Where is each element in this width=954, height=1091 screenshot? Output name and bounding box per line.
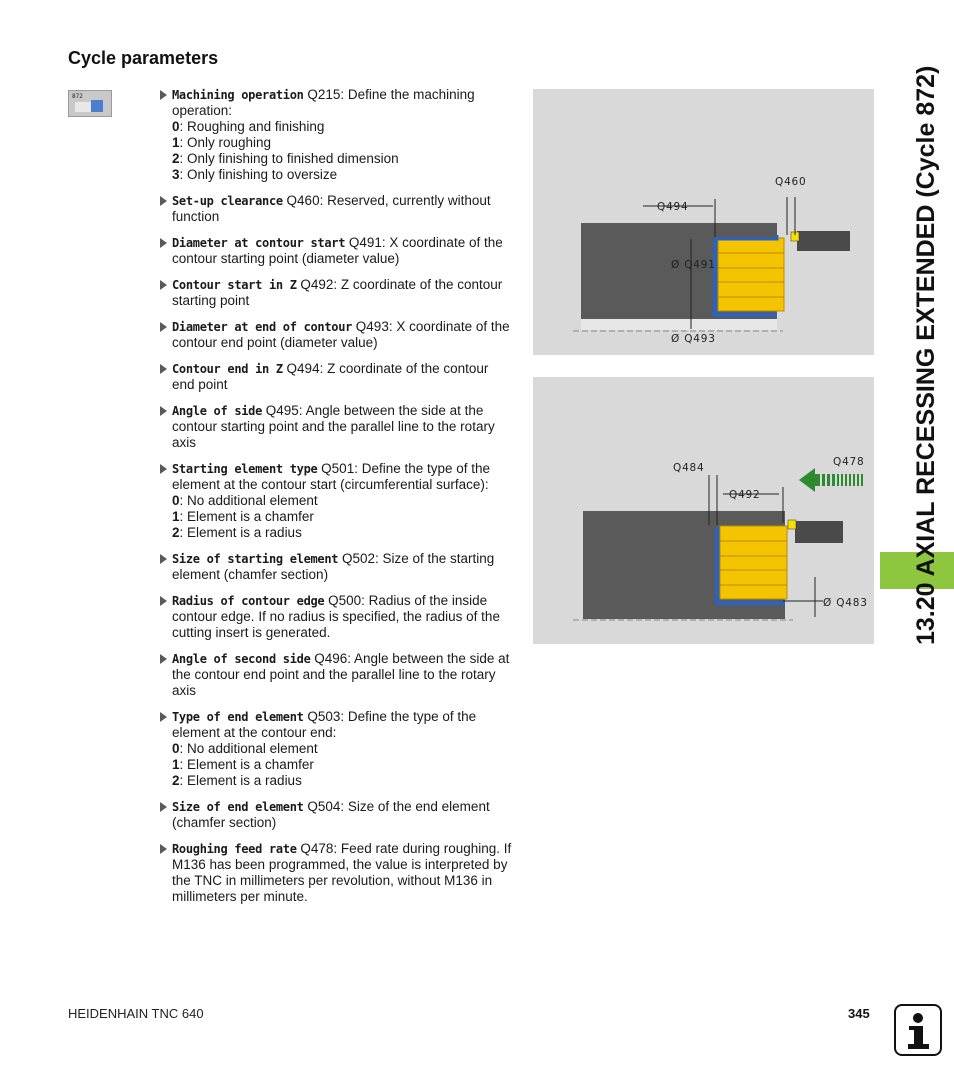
roughing-area xyxy=(718,238,784,311)
option-text: : Roughing and finishing xyxy=(179,119,325,134)
parameter-description: Q491: X coordinate of the contour starting point (diameter value) xyxy=(172,235,503,266)
option-key: 2 xyxy=(172,151,180,166)
parameter-item xyxy=(158,193,514,225)
parameter-name: Size of starting element xyxy=(172,552,339,566)
parameter-item xyxy=(158,709,514,789)
info-icon xyxy=(894,1004,942,1056)
label-q492: Q492 xyxy=(729,489,761,501)
triangle-bullet-icon xyxy=(160,364,167,374)
parameter-option xyxy=(172,757,514,773)
option-text: : Only finishing to finished dimension xyxy=(179,151,399,166)
parameter-item xyxy=(158,277,514,309)
parameter-name: Contour end in Z xyxy=(172,362,283,376)
label-q478: Q478 xyxy=(833,456,865,468)
parameter-description: Q478: Feed rate during roughing. If M136 has been programmed, the value is interpreted by the TNC in millimeters per revolution, without M136 in millimeters per minute. xyxy=(172,841,512,904)
option-text: : Element is a chamfer xyxy=(179,509,314,524)
triangle-bullet-icon xyxy=(160,322,167,332)
option-key: 1 xyxy=(172,757,180,772)
triangle-bullet-icon xyxy=(160,712,167,722)
option-key: 1 xyxy=(172,509,180,524)
parameter-item xyxy=(158,403,514,451)
feed-direction-arrow xyxy=(799,468,863,492)
option-key: 1 xyxy=(172,135,180,150)
label-q493: Ø Q493 xyxy=(671,333,716,345)
parameter-name: Diameter at contour start xyxy=(172,236,346,250)
parameter-description: Q493: X coordinate of the contour end point (diameter value) xyxy=(172,319,510,350)
parameter-name: Type of end element xyxy=(172,710,304,724)
option-text: : Only finishing to oversize xyxy=(179,167,338,182)
parameter-name: Set-up clearance xyxy=(172,194,283,208)
triangle-bullet-icon xyxy=(160,238,167,248)
chapter-section-title: 13.20 AXIAL RECESSING EXTENDED (Cycle 872) xyxy=(912,65,940,645)
parameter-item xyxy=(158,319,514,351)
triangle-bullet-icon xyxy=(160,280,167,290)
parameter-item xyxy=(158,361,514,393)
option-text: : Element is a radius xyxy=(179,525,302,540)
label-q494: Q494 xyxy=(657,201,689,213)
parameter-list xyxy=(158,87,514,915)
parameter-name: Starting element type xyxy=(172,462,318,476)
cycle-icon-tool xyxy=(91,100,103,112)
option-key: 2 xyxy=(172,525,180,540)
parameter-item xyxy=(158,551,514,583)
parameter-name: Angle of side xyxy=(172,404,263,418)
figure-contour-parameters xyxy=(533,89,874,355)
option-key: 2 xyxy=(172,773,180,788)
info-icon-base xyxy=(908,1044,929,1049)
triangle-bullet-icon xyxy=(160,196,167,206)
triangle-bullet-icon xyxy=(160,802,167,812)
parameter-name: Size of end element xyxy=(172,800,304,814)
option-text: : No additional element xyxy=(179,493,318,508)
parameter-description: Q501: Define the type of the element at the contour start (circumferential surface): xyxy=(172,461,491,492)
parameter-name: Angle of second side xyxy=(172,652,311,666)
roughing-area xyxy=(720,526,787,599)
parameter-description: Q500: Radius of the inside contour edge. If no radius is specified, the radius of the cutting insert is generated. xyxy=(172,593,500,640)
triangle-bullet-icon xyxy=(160,554,167,564)
parameter-option xyxy=(172,773,514,789)
parameter-item xyxy=(158,799,514,831)
triangle-bullet-icon xyxy=(160,406,167,416)
parameter-description: Q492: Z coordinate of the contour starting point xyxy=(172,277,503,308)
option-key: 3 xyxy=(172,167,180,182)
triangle-bullet-icon xyxy=(160,844,167,854)
parameter-description: Q215: Define the machining operation: xyxy=(172,87,475,118)
parameter-option xyxy=(172,151,514,167)
label-q491: Ø Q491 xyxy=(671,259,716,271)
option-key: 0 xyxy=(172,119,180,134)
info-icon-dot xyxy=(913,1013,923,1023)
parameter-description: Q496: Angle between the side at the contour end point and the parallel line to the rotary axis xyxy=(172,651,510,698)
parameter-option xyxy=(172,741,514,757)
tool-holder xyxy=(795,521,843,543)
parameter-item xyxy=(158,841,514,905)
parameter-description: Q495: Angle between the side at the contour starting point and the parallel line to the rotary axis xyxy=(172,403,495,450)
triangle-bullet-icon xyxy=(160,654,167,664)
parameter-option xyxy=(172,525,514,541)
parameter-name: Radius of contour edge xyxy=(172,594,325,608)
option-key: 0 xyxy=(172,493,180,508)
triangle-bullet-icon xyxy=(160,464,167,474)
label-q460: Q460 xyxy=(775,176,807,188)
option-text: : Element is a radius xyxy=(179,773,302,788)
footer-product-name: HEIDENHAIN TNC 640 xyxy=(68,1006,204,1021)
parameter-item xyxy=(158,593,514,641)
parameter-name: Contour start in Z xyxy=(172,278,297,292)
option-text: : Element is a chamfer xyxy=(179,757,314,772)
page-heading: Cycle parameters xyxy=(68,48,219,68)
parameter-description: Q503: Define the type of the element at the contour end: xyxy=(172,709,477,740)
triangle-bullet-icon xyxy=(160,90,167,100)
parameter-option xyxy=(172,135,514,151)
parameter-item xyxy=(158,651,514,699)
parameter-option xyxy=(172,509,514,525)
parameter-description: Q502: Size of the starting element (chamfer section) xyxy=(172,551,495,582)
parameter-item xyxy=(158,461,514,541)
option-text: : No additional element xyxy=(179,741,318,756)
figure-feed-diagram xyxy=(533,377,874,644)
parameter-name: Diameter at end of contour xyxy=(172,320,353,334)
cycle-icon-number: 872 xyxy=(72,93,83,100)
workpiece-stock-bottom xyxy=(581,319,777,330)
triangle-bullet-icon xyxy=(160,596,167,606)
label-q483: Ø Q483 xyxy=(823,597,868,609)
label-q484: Q484 xyxy=(673,462,705,474)
parameter-description: Q494: Z coordinate of the contour end point xyxy=(172,361,489,392)
parameter-name: Roughing feed rate xyxy=(172,842,297,856)
parameter-description: Q504: Size of the end element (chamfer section) xyxy=(172,799,490,830)
figure-contour-diagram xyxy=(533,89,874,355)
parameter-description: Q460: Reserved, currently without function xyxy=(172,193,491,224)
page-number: 345 xyxy=(848,1006,870,1021)
option-text: : Only roughing xyxy=(179,135,272,150)
parameter-option xyxy=(172,493,514,509)
parameter-option xyxy=(172,167,514,183)
cycle-872-softkey-icon xyxy=(68,90,112,117)
parameter-option xyxy=(172,119,514,135)
parameter-item xyxy=(158,87,514,183)
tool-holder xyxy=(797,231,850,251)
parameter-name: Machining operation xyxy=(172,88,304,102)
figure-feed-parameters xyxy=(533,377,874,644)
tool-insert xyxy=(788,520,796,529)
parameter-item xyxy=(158,235,514,267)
option-key: 0 xyxy=(172,741,180,756)
